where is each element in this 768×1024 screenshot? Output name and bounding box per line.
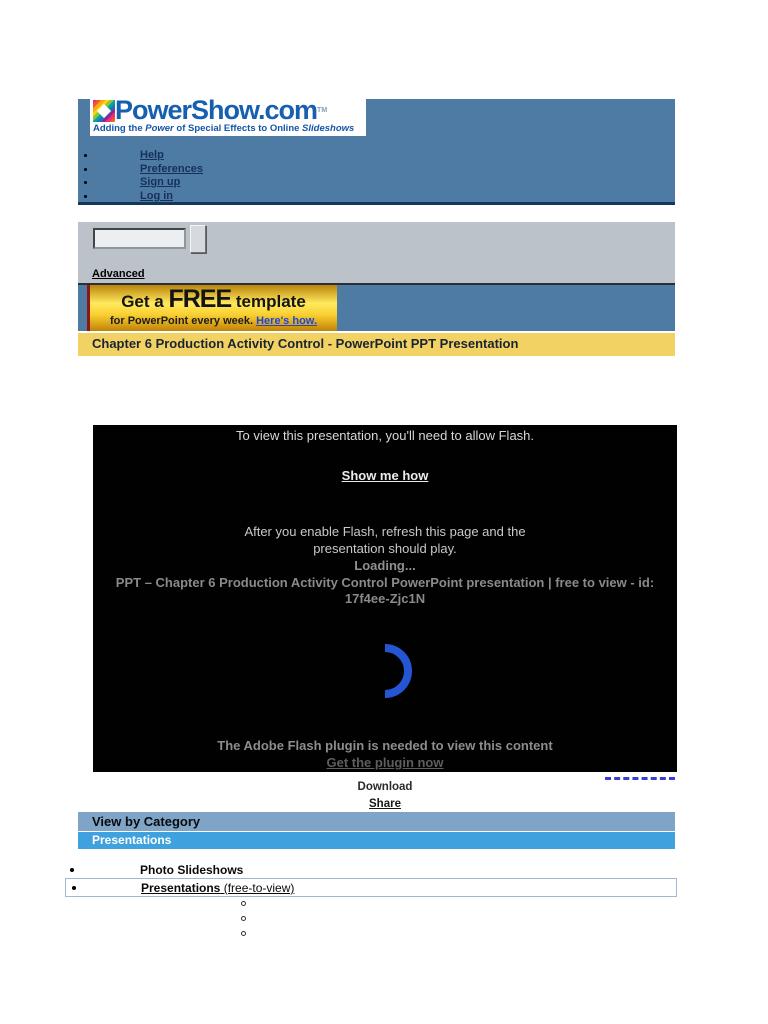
bullet-icon (84, 195, 87, 198)
loading-spinner-icon (357, 643, 413, 699)
sub-bullet-list (241, 901, 246, 946)
bullet-icon (84, 168, 87, 171)
nav-item-signup (78, 176, 675, 190)
share-link[interactable]: Share (369, 798, 401, 810)
flash-player-area (93, 425, 677, 772)
help-link[interactable]: Help (140, 149, 164, 161)
trademark-mark: TM (317, 107, 328, 114)
refresh-message-line1: After you enable Flash, refresh this page and the (244, 524, 526, 539)
empty-subitem-bullet (241, 931, 246, 936)
presentations-section-header (78, 832, 675, 849)
page-title-bar (78, 333, 675, 356)
bullet-icon (72, 886, 76, 890)
heres-how-link[interactable]: Here's how. (256, 315, 318, 327)
view-by-category-label: View by Category (92, 814, 201, 829)
page-title: Chapter 6 Production Activity Control - PowerPoint PPT Presentation (92, 336, 519, 351)
loading-label: Loading... (354, 558, 416, 573)
allow-flash-message: To view this presentation, you'll need to allow Flash. (235, 428, 535, 443)
presentations-section-label: Presentations (92, 833, 172, 847)
download-button[interactable]: Download (357, 781, 413, 793)
view-by-category-header (78, 812, 675, 831)
ad-headline: Get a FREE template (121, 285, 306, 313)
search-bar (78, 222, 675, 285)
search-go-button[interactable] (190, 225, 206, 253)
bullet-icon (84, 154, 87, 157)
search-input[interactable] (93, 228, 186, 249)
empty-subitem-bullet (241, 916, 246, 921)
brand-name: PowerShow.com™ (115, 95, 328, 125)
bullet-icon (84, 181, 87, 184)
photo-slideshows-link[interactable]: Photo Slideshows (140, 863, 244, 877)
show-me-how-link[interactable]: Show me how (341, 468, 429, 483)
signup-link[interactable]: Sign up (140, 176, 181, 189)
header-nav (78, 149, 675, 203)
site-logo[interactable] (90, 97, 366, 136)
list-item (0, 862, 768, 877)
powershow-logo-icon (93, 100, 115, 122)
site-tagline: Adding the Power of Special Effects to Online Slideshows (93, 123, 355, 134)
plugin-needed-message: The Adobe Flash plugin is needed to view this content (217, 738, 553, 753)
nav-item-login (78, 190, 675, 204)
empty-subitem-bullet (241, 901, 246, 906)
actions-area (93, 780, 677, 812)
list-item-selected[interactable] (65, 878, 677, 897)
login-link[interactable]: Log in (140, 189, 173, 202)
get-plugin-link[interactable]: Get the plugin now (326, 755, 444, 770)
presentations-free-to-view-link[interactable]: Presentations (free-to-view) (141, 881, 295, 895)
ad-subline: for PowerPoint every week. Here's how. (109, 315, 318, 327)
nav-item-preferences (78, 163, 675, 177)
site-header (78, 95, 675, 205)
nav-item-help (78, 149, 675, 163)
banner-row (78, 285, 675, 331)
free-template-ad[interactable] (87, 285, 337, 331)
advanced-search-link[interactable]: Advanced (92, 268, 145, 280)
bullet-icon (70, 868, 74, 872)
refresh-message-line2: presentation should play. (313, 541, 457, 556)
presentation-title-text: PPT – Chapter 6 Production Activity Control PowerPoint presentation | free to view - id: 17f4ee-Zjc1N (115, 575, 655, 606)
preferences-link[interactable]: Preferences (140, 162, 203, 175)
